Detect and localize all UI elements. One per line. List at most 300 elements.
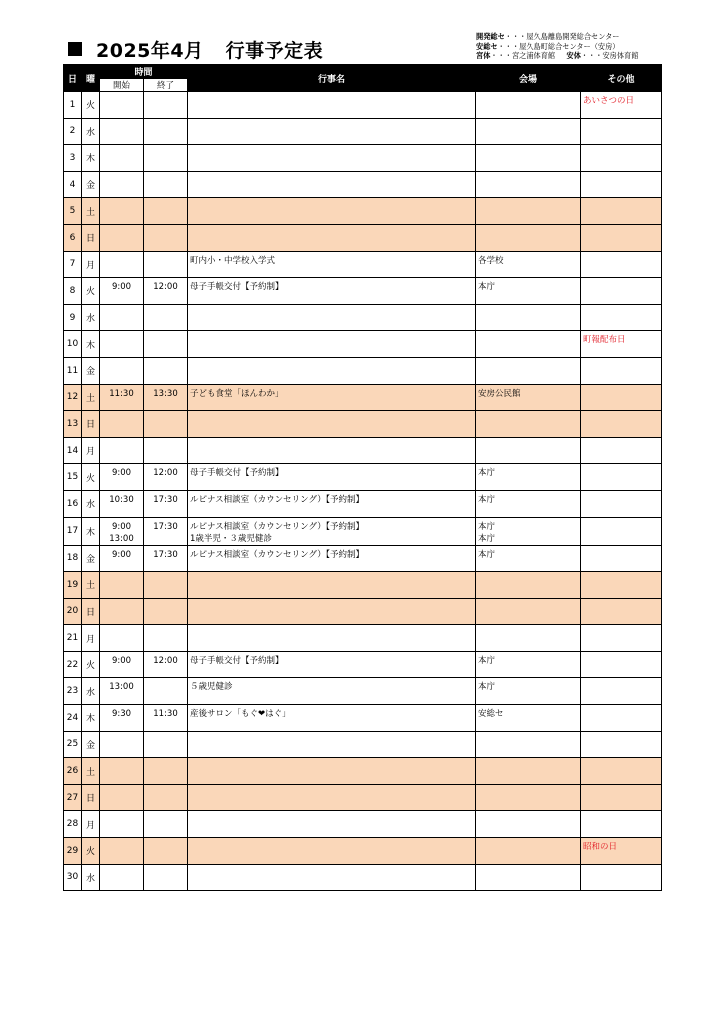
col-venue: 会場 bbox=[476, 65, 581, 92]
day-cell bbox=[64, 651, 82, 678]
venue-cell bbox=[476, 784, 581, 811]
event-cell bbox=[188, 731, 476, 758]
weekday-cell-text: 水 bbox=[85, 500, 95, 511]
start-time-cell-text: 13:00 bbox=[109, 533, 134, 544]
venue-cell-text: 本庁 bbox=[478, 494, 496, 505]
day-cell-text: 14 bbox=[66, 445, 79, 456]
table-row bbox=[64, 517, 662, 545]
event-cell-text: 母子手帳交付【予約制】 bbox=[190, 282, 284, 293]
event-cell bbox=[188, 838, 476, 865]
table-row bbox=[64, 651, 662, 678]
start-time-cell bbox=[100, 224, 144, 251]
table-row bbox=[64, 224, 662, 251]
venue-cell bbox=[476, 598, 581, 625]
day-cell-text: 25 bbox=[66, 739, 79, 750]
end-time-cell bbox=[144, 705, 188, 732]
venue-cell-text: 本庁 bbox=[478, 549, 496, 560]
other-cell bbox=[581, 464, 662, 491]
event-cell-text: ５歳児健診 bbox=[190, 682, 233, 693]
weekday-cell bbox=[82, 651, 100, 678]
other-cell bbox=[581, 678, 662, 705]
end-time-cell-text: 12:00 bbox=[153, 282, 178, 293]
weekday-cell-text: 月 bbox=[85, 447, 95, 458]
venue-cell bbox=[476, 304, 581, 331]
day-cell-text: 30 bbox=[66, 872, 79, 883]
weekday-cell-text: 金 bbox=[85, 367, 95, 378]
table-row bbox=[64, 357, 662, 384]
event-cell bbox=[188, 758, 476, 785]
venue-cell-text: 安総セ bbox=[478, 709, 504, 720]
table-row bbox=[64, 731, 662, 758]
start-time-cell bbox=[100, 758, 144, 785]
weekday-cell-text: 土 bbox=[85, 207, 95, 218]
weekday-cell-text: 水 bbox=[85, 687, 95, 698]
legend-key: 開発総セ bbox=[476, 32, 505, 41]
day-cell bbox=[64, 811, 82, 838]
day-cell bbox=[64, 625, 82, 652]
table-row bbox=[64, 784, 662, 811]
start-time-cell bbox=[100, 598, 144, 625]
end-time-cell bbox=[144, 251, 188, 278]
other-cell bbox=[581, 198, 662, 225]
legend-value: ・・・屋久島離島開発総合センター bbox=[504, 32, 620, 41]
weekday-cell-text: 火 bbox=[85, 101, 95, 112]
venue-cell bbox=[476, 198, 581, 225]
event-cell-text: 産後サロン「もぐ❤はぐ」 bbox=[190, 709, 291, 720]
weekday-cell-text: 土 bbox=[85, 767, 95, 778]
day-cell-text: 2 bbox=[69, 126, 76, 137]
weekday-cell-text: 日 bbox=[85, 607, 95, 618]
end-time-cell bbox=[144, 864, 188, 891]
other-cell bbox=[581, 758, 662, 785]
day-cell bbox=[64, 251, 82, 278]
other-cell bbox=[581, 224, 662, 251]
event-cell bbox=[188, 251, 476, 278]
day-cell-text: 6 bbox=[69, 232, 76, 243]
end-time-cell bbox=[144, 278, 188, 305]
other-cell bbox=[581, 598, 662, 625]
end-time-cell bbox=[144, 464, 188, 491]
day-cell-text: 12 bbox=[66, 392, 79, 403]
schedule-table bbox=[63, 64, 662, 891]
end-time-cell bbox=[144, 731, 188, 758]
other-cell bbox=[581, 545, 662, 572]
start-time-cell bbox=[100, 731, 144, 758]
table-row bbox=[64, 331, 662, 358]
end-time-cell bbox=[144, 598, 188, 625]
col-day: 日 bbox=[64, 65, 82, 92]
venue-cell bbox=[476, 278, 581, 305]
page-title bbox=[68, 36, 323, 63]
start-time-cell bbox=[100, 864, 144, 891]
col-weekday: 曜 bbox=[82, 65, 100, 92]
weekday-cell-text: 火 bbox=[85, 661, 95, 672]
weekday-cell bbox=[82, 278, 100, 305]
event-cell bbox=[188, 598, 476, 625]
venue-cell bbox=[476, 171, 581, 198]
weekday-cell-text: 火 bbox=[85, 287, 95, 298]
weekday-cell-text: 金 bbox=[85, 740, 95, 751]
other-cell bbox=[581, 411, 662, 438]
other-cell bbox=[581, 171, 662, 198]
weekday-cell bbox=[82, 331, 100, 358]
day-cell bbox=[64, 838, 82, 865]
event-cell bbox=[188, 171, 476, 198]
legend-value: ・・・宮之浦体育館 bbox=[490, 51, 556, 60]
weekday-cell bbox=[82, 625, 100, 652]
start-time-cell bbox=[100, 171, 144, 198]
start-time-cell bbox=[100, 678, 144, 705]
day-cell-text: 11 bbox=[66, 365, 79, 376]
weekday-cell-text: 木 bbox=[85, 527, 95, 538]
weekday-cell bbox=[82, 598, 100, 625]
venue-cell bbox=[476, 678, 581, 705]
day-cell bbox=[64, 384, 82, 411]
day-cell-text: 20 bbox=[66, 606, 79, 617]
other-cell bbox=[581, 331, 662, 358]
venue-cell bbox=[476, 572, 581, 599]
weekday-cell-text: 水 bbox=[85, 314, 95, 325]
other-cell bbox=[581, 864, 662, 891]
event-cell bbox=[188, 517, 476, 545]
table-row bbox=[64, 278, 662, 305]
other-cell bbox=[581, 357, 662, 384]
venue-cell bbox=[476, 118, 581, 145]
weekday-cell bbox=[82, 784, 100, 811]
start-time-cell bbox=[100, 331, 144, 358]
venue-cell bbox=[476, 838, 581, 865]
day-cell bbox=[64, 598, 82, 625]
weekday-cell bbox=[82, 572, 100, 599]
table-row bbox=[64, 304, 662, 331]
weekday-cell bbox=[82, 145, 100, 172]
end-time-cell bbox=[144, 838, 188, 865]
event-cell bbox=[188, 384, 476, 411]
day-cell bbox=[64, 784, 82, 811]
start-time-cell bbox=[100, 784, 144, 811]
start-time-cell bbox=[100, 411, 144, 438]
table-row bbox=[64, 864, 662, 891]
weekday-cell-text: 水 bbox=[85, 127, 95, 138]
day-cell-text: 26 bbox=[66, 766, 79, 777]
table-row bbox=[64, 92, 662, 119]
weekday-cell bbox=[82, 838, 100, 865]
start-time-cell bbox=[100, 625, 144, 652]
start-time-cell-text: 9:00 bbox=[111, 468, 132, 479]
table-row bbox=[64, 545, 662, 572]
legend-key: 安総セ bbox=[476, 41, 498, 51]
event-cell bbox=[188, 92, 476, 119]
other-cell bbox=[581, 731, 662, 758]
other-cell-text: 町報配布日 bbox=[583, 335, 626, 346]
weekday-cell-text: 日 bbox=[85, 234, 95, 245]
table-row bbox=[64, 384, 662, 411]
table-row bbox=[64, 171, 662, 198]
table-row bbox=[64, 705, 662, 732]
venue-cell bbox=[476, 731, 581, 758]
venue-cell bbox=[476, 625, 581, 652]
end-time-cell bbox=[144, 198, 188, 225]
table-row bbox=[64, 411, 662, 438]
other-cell-text: あいさつの日 bbox=[583, 96, 635, 106]
day-cell-text: 29 bbox=[66, 845, 79, 856]
day-cell bbox=[64, 224, 82, 251]
other-cell bbox=[581, 384, 662, 411]
event-cell bbox=[188, 572, 476, 599]
weekday-cell-text: 火 bbox=[85, 847, 95, 858]
day-cell bbox=[64, 118, 82, 145]
other-cell-text: 昭和の日 bbox=[583, 842, 618, 853]
end-time-cell bbox=[144, 490, 188, 517]
end-time-cell bbox=[144, 118, 188, 145]
day-cell-text: 8 bbox=[69, 285, 76, 296]
weekday-cell bbox=[82, 864, 100, 891]
title-main: 行事予定表 bbox=[225, 40, 324, 62]
day-cell bbox=[64, 572, 82, 599]
weekday-cell bbox=[82, 357, 100, 384]
day-cell-text: 3 bbox=[69, 152, 76, 163]
venue-cell bbox=[476, 331, 581, 358]
other-cell bbox=[581, 92, 662, 119]
end-time-cell bbox=[144, 331, 188, 358]
legend-value: ・・・安房体育館 bbox=[580, 51, 639, 60]
day-cell bbox=[64, 464, 82, 491]
day-cell bbox=[64, 758, 82, 785]
venue-cell-text: 各学校 bbox=[478, 255, 504, 266]
other-cell bbox=[581, 118, 662, 145]
start-time-cell-text: 9:00 bbox=[111, 282, 132, 293]
weekday-cell bbox=[82, 758, 100, 785]
end-time-cell bbox=[144, 784, 188, 811]
start-time-cell-text: 11:30 bbox=[109, 388, 134, 399]
venue-cell bbox=[476, 758, 581, 785]
end-time-cell-text: 17:30 bbox=[153, 494, 178, 505]
venue-cell bbox=[476, 384, 581, 411]
event-cell bbox=[188, 411, 476, 438]
event-cell bbox=[188, 224, 476, 251]
event-cell bbox=[188, 490, 476, 517]
start-time-cell bbox=[100, 437, 144, 464]
end-time-cell bbox=[144, 625, 188, 652]
col-start: 開始 bbox=[100, 79, 144, 92]
event-cell bbox=[188, 331, 476, 358]
day-cell-text: 22 bbox=[66, 659, 79, 670]
other-cell bbox=[581, 145, 662, 172]
event-cell-text: ルピナス相談室（カウンセリング）【予約制】 bbox=[190, 494, 365, 505]
end-time-cell bbox=[144, 384, 188, 411]
other-cell bbox=[581, 784, 662, 811]
event-cell-text: 母子手帳交付【予約制】 bbox=[190, 468, 284, 479]
other-cell bbox=[581, 490, 662, 517]
table-row bbox=[64, 251, 662, 278]
venue-cell bbox=[476, 411, 581, 438]
table-row bbox=[64, 572, 662, 599]
start-time-cell-text: 9:00 bbox=[111, 655, 132, 666]
venue-cell-text: 本庁 bbox=[478, 533, 496, 544]
weekday-cell-text: 金 bbox=[85, 181, 95, 192]
day-cell bbox=[64, 304, 82, 331]
weekday-cell bbox=[82, 490, 100, 517]
venue-cell-text: 本庁 bbox=[478, 655, 496, 666]
venue-cell bbox=[476, 437, 581, 464]
event-cell-text: ルピナス相談室（カウンセリング）【予約制】 bbox=[190, 521, 365, 532]
start-time-cell bbox=[100, 118, 144, 145]
day-cell bbox=[64, 731, 82, 758]
other-cell bbox=[581, 251, 662, 278]
other-cell bbox=[581, 278, 662, 305]
weekday-cell-text: 日 bbox=[85, 420, 95, 431]
end-time-cell bbox=[144, 545, 188, 572]
weekday-cell-text: 月 bbox=[85, 820, 95, 831]
venue-cell bbox=[476, 517, 581, 545]
weekday-cell bbox=[82, 171, 100, 198]
end-time-cell bbox=[144, 145, 188, 172]
weekday-cell-text: 土 bbox=[85, 393, 95, 404]
venue-cell bbox=[476, 145, 581, 172]
end-time-cell bbox=[144, 357, 188, 384]
start-time-cell-text: 9:30 bbox=[111, 709, 132, 720]
table-row bbox=[64, 437, 662, 464]
weekday-cell bbox=[82, 411, 100, 438]
start-time-cell bbox=[100, 838, 144, 865]
day-cell bbox=[64, 678, 82, 705]
weekday-cell-text: 水 bbox=[85, 873, 95, 884]
weekday-cell-text: 金 bbox=[85, 554, 95, 565]
start-time-cell bbox=[100, 517, 144, 545]
event-cell bbox=[188, 145, 476, 172]
weekday-cell bbox=[82, 198, 100, 225]
other-cell bbox=[581, 625, 662, 652]
other-cell bbox=[581, 705, 662, 732]
other-cell bbox=[581, 651, 662, 678]
weekday-cell bbox=[82, 517, 100, 545]
venue-cell-text: 本庁 bbox=[478, 468, 496, 479]
start-time-cell bbox=[100, 572, 144, 599]
end-time-cell bbox=[144, 411, 188, 438]
venue-cell bbox=[476, 705, 581, 732]
end-time-cell bbox=[144, 224, 188, 251]
day-cell bbox=[64, 145, 82, 172]
day-cell bbox=[64, 411, 82, 438]
venue-cell bbox=[476, 490, 581, 517]
end-time-cell-text: 17:30 bbox=[153, 521, 178, 532]
other-cell bbox=[581, 437, 662, 464]
day-cell-text: 23 bbox=[66, 686, 79, 697]
venue-cell bbox=[476, 651, 581, 678]
other-cell bbox=[581, 517, 662, 545]
weekday-cell bbox=[82, 545, 100, 572]
end-time-cell-text: 13:30 bbox=[153, 388, 178, 399]
end-time-cell bbox=[144, 517, 188, 545]
start-time-cell bbox=[100, 145, 144, 172]
venue-cell bbox=[476, 224, 581, 251]
event-cell bbox=[188, 464, 476, 491]
day-cell-text: 10 bbox=[66, 339, 79, 350]
event-cell bbox=[188, 678, 476, 705]
event-cell bbox=[188, 811, 476, 838]
venue-cell bbox=[476, 545, 581, 572]
start-time-cell-text: 9:00 bbox=[111, 549, 132, 560]
start-time-cell-text: 13:00 bbox=[109, 682, 134, 693]
start-time-cell bbox=[100, 92, 144, 119]
start-time-cell bbox=[100, 464, 144, 491]
day-cell bbox=[64, 517, 82, 545]
day-cell bbox=[64, 437, 82, 464]
end-time-cell bbox=[144, 437, 188, 464]
weekday-cell bbox=[82, 437, 100, 464]
venue-cell bbox=[476, 251, 581, 278]
start-time-cell-text: 10:30 bbox=[109, 494, 134, 505]
day-cell-text: 5 bbox=[69, 206, 76, 217]
day-cell-text: 24 bbox=[66, 712, 79, 723]
start-time-cell bbox=[100, 811, 144, 838]
end-time-cell bbox=[144, 651, 188, 678]
weekday-cell bbox=[82, 384, 100, 411]
start-time-cell bbox=[100, 357, 144, 384]
start-time-cell bbox=[100, 651, 144, 678]
weekday-cell-text: 火 bbox=[85, 473, 95, 484]
table-row bbox=[64, 145, 662, 172]
table-row bbox=[64, 838, 662, 865]
event-cell-text: 町内小・中学校入学式 bbox=[190, 255, 276, 266]
end-time-cell-text: 17:30 bbox=[153, 549, 178, 560]
day-cell bbox=[64, 864, 82, 891]
weekday-cell-text: 月 bbox=[85, 260, 95, 271]
day-cell bbox=[64, 490, 82, 517]
start-time-cell bbox=[100, 705, 144, 732]
event-cell-text: 子ども食堂「ほんわか」 bbox=[190, 388, 284, 399]
weekday-cell-text: 月 bbox=[85, 634, 95, 645]
end-time-cell bbox=[144, 758, 188, 785]
venue-cell-text: 本庁 bbox=[478, 521, 496, 532]
start-time-cell bbox=[100, 304, 144, 331]
day-cell-text: 19 bbox=[66, 579, 79, 590]
day-cell bbox=[64, 705, 82, 732]
day-cell-text: 17 bbox=[66, 526, 79, 536]
weekday-cell bbox=[82, 304, 100, 331]
event-cell bbox=[188, 118, 476, 145]
day-cell bbox=[64, 171, 82, 198]
weekday-cell-text: 木 bbox=[85, 340, 95, 351]
weekday-cell-text: 土 bbox=[85, 581, 95, 592]
day-cell bbox=[64, 545, 82, 572]
event-cell bbox=[188, 198, 476, 225]
weekday-cell bbox=[82, 224, 100, 251]
weekday-cell bbox=[82, 811, 100, 838]
day-cell-text: 7 bbox=[69, 259, 76, 270]
day-cell-text: 15 bbox=[66, 472, 79, 483]
weekday-cell bbox=[82, 705, 100, 732]
day-cell bbox=[64, 198, 82, 225]
event-cell-text: 1歳半児・３歳児健診 bbox=[190, 533, 272, 544]
day-cell-text: 13 bbox=[66, 418, 79, 429]
start-time-cell bbox=[100, 545, 144, 572]
start-time-cell bbox=[100, 278, 144, 305]
square-bullet-icon bbox=[68, 42, 82, 56]
col-other: その他 bbox=[581, 65, 662, 92]
weekday-cell bbox=[82, 92, 100, 119]
end-time-cell bbox=[144, 92, 188, 119]
start-time-cell bbox=[100, 198, 144, 225]
weekday-cell-text: 木 bbox=[85, 714, 95, 725]
event-cell bbox=[188, 304, 476, 331]
weekday-cell bbox=[82, 678, 100, 705]
day-cell bbox=[64, 92, 82, 119]
start-time-cell bbox=[100, 251, 144, 278]
table-row bbox=[64, 625, 662, 652]
end-time-cell bbox=[144, 572, 188, 599]
event-cell bbox=[188, 784, 476, 811]
